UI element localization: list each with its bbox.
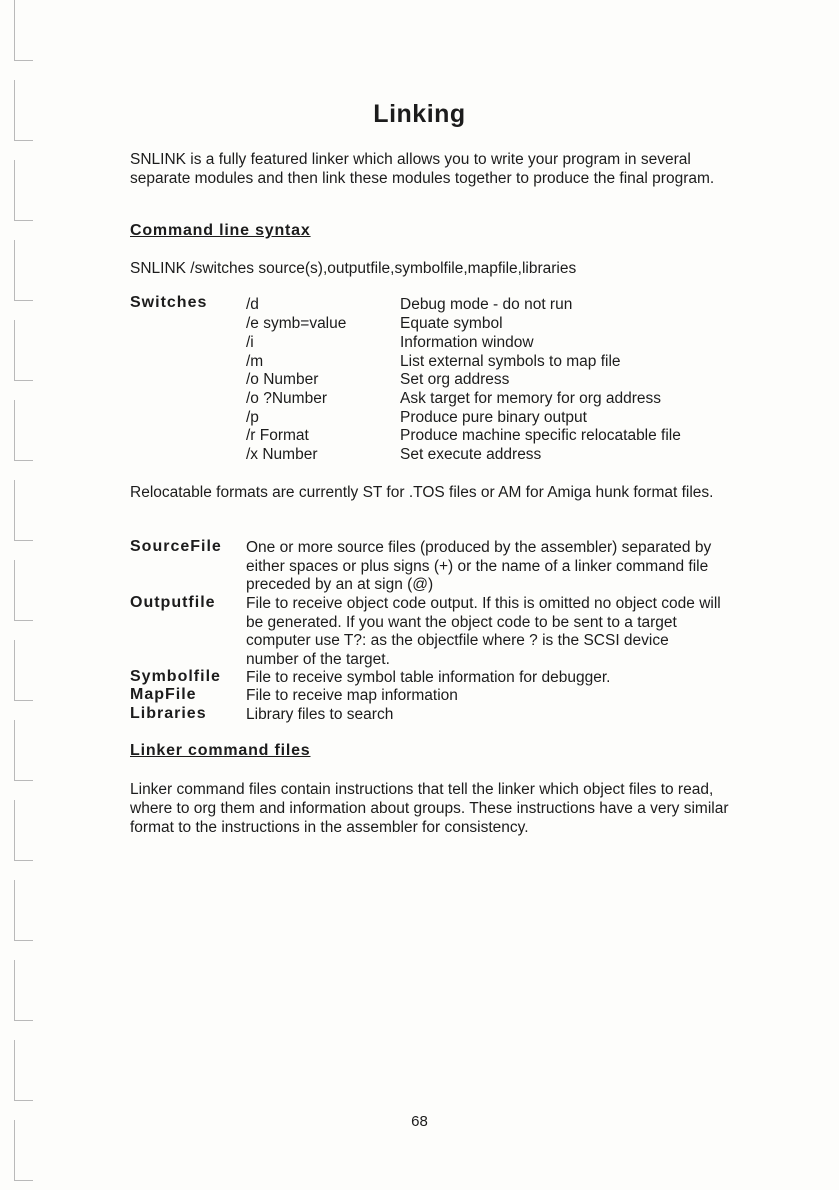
switch-description: List external symbols to map file	[400, 353, 621, 370]
binding-mark	[14, 320, 33, 381]
switch-description: Debug mode - do not run	[400, 296, 573, 313]
command-syntax-line: SNLINK /switches source(s),outputfile,symbolfile,mapfile,libraries	[130, 260, 577, 277]
binding-mark	[14, 0, 33, 61]
binding-mark	[14, 880, 33, 941]
switch-description: Set org address	[400, 371, 510, 388]
binding-mark	[14, 1040, 33, 1101]
binding-mark	[14, 480, 33, 541]
switch-code: /o ?Number	[246, 390, 327, 407]
switch-description: Ask target for memory for org address	[400, 390, 662, 407]
switch-code: /x Number	[246, 446, 318, 463]
argument-label-outputfile: Outputfile	[130, 594, 216, 611]
command-line-syntax-heading: Command line syntax	[130, 222, 311, 239]
binding-mark	[14, 400, 33, 461]
relocatable-formats-note: Relocatable formats are currently ST for .TOS files or AM for Amiga hunk format files.	[130, 484, 714, 501]
linker-command-files-paragraph: Linker command files contain instructions that tell the linker which object files to read, where to org them and information about groups. These instructions have a very similar format to the instructions in the assembler for consistency.	[130, 781, 729, 836]
binding-mark	[14, 800, 33, 861]
binding-mark	[14, 720, 33, 781]
switch-description: Set execute address	[400, 446, 542, 463]
switch-code: /r Format	[246, 427, 309, 444]
argument-label-sourcefile: SourceFile	[130, 538, 222, 555]
binding-margin	[0, 0, 40, 1190]
switch-description: Produce pure binary output	[400, 409, 587, 426]
argument-label-symbolfile: Symbolfile	[130, 668, 221, 685]
argument-desc-mapfile: File to receive map information	[246, 687, 458, 704]
binding-mark	[14, 240, 33, 301]
switch-code: /i	[246, 334, 254, 351]
switch-description: Equate symbol	[400, 315, 503, 332]
switch-code: /e symb=value	[246, 315, 347, 332]
argument-desc-symbolfile: File to receive symbol table information for debugger.	[246, 669, 611, 686]
intro-paragraph: SNLINK is a fully featured linker which allows you to write your program in several separate modules and then link these modules together to produce the final program.	[130, 151, 715, 187]
argument-desc-outputfile: File to receive object code output. If this is omitted no object code will be generated. If you want the object code to be sent to a target computer use T?: as the objectfile where ? is the SCSI device number of the target.	[246, 595, 721, 668]
switch-description: Information window	[400, 334, 534, 351]
argument-desc-sourcefile: One or more source files (produced by the assembler) separated by either spaces or plus signs (+) or the name of a linker command file preceded by an at sign (@)	[246, 539, 712, 593]
argument-label-libraries: Libraries	[130, 705, 207, 722]
binding-mark	[14, 560, 33, 621]
binding-mark	[14, 640, 33, 701]
switch-description: Produce machine specific relocatable file	[400, 427, 681, 444]
binding-mark	[14, 160, 33, 221]
switch-code: /m	[246, 353, 264, 370]
binding-mark	[14, 960, 33, 1021]
switches-label: Switches	[130, 294, 208, 311]
switch-code: /o Number	[246, 371, 319, 388]
switch-code: /d	[246, 296, 259, 313]
switch-code: /p	[246, 409, 259, 426]
page-number: 68	[411, 1113, 428, 1130]
linker-command-files-heading: Linker command files	[130, 742, 311, 759]
page-title: Linking	[373, 100, 466, 128]
argument-desc-libraries: Library files to search	[246, 706, 394, 723]
argument-label-mapfile: MapFile	[130, 686, 197, 703]
